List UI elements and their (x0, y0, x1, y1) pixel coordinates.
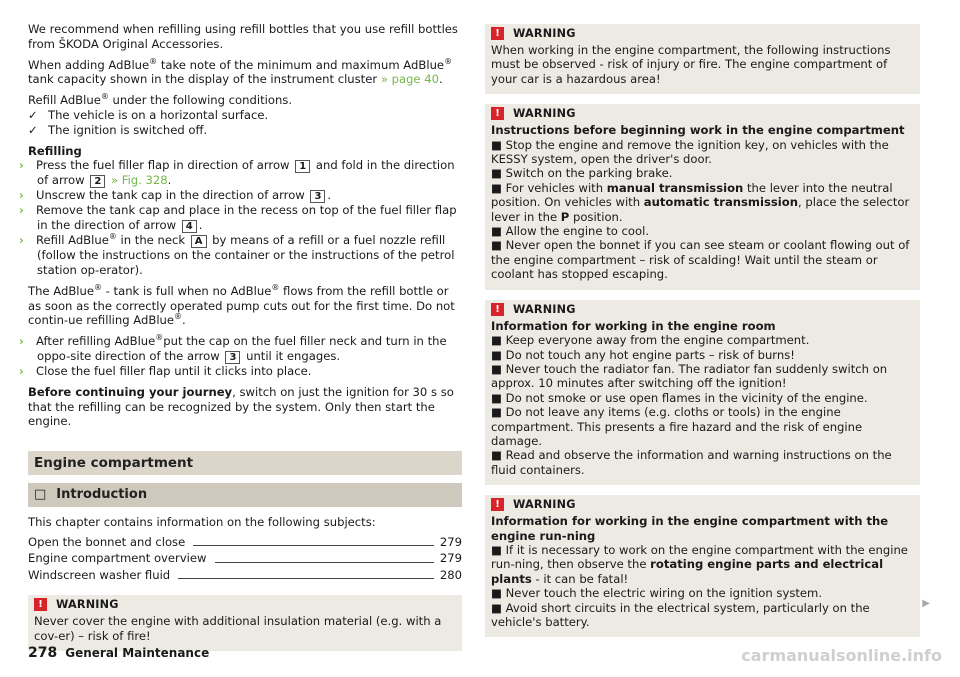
page-footer (28, 642, 209, 661)
warning-icon: ! (491, 107, 504, 120)
warning-icon: ! (491, 498, 504, 511)
check-icon: ✓ (28, 122, 38, 137)
step-item: › Press the fuel filler flap in direction of arrow 1 and fold in the direction of arrow 2 » Fig. 328. (19, 158, 455, 188)
introduction-header: □ Introduction (28, 483, 462, 507)
warning-box: ! WARNING When working in the engine compartment, the following instructions must be observed - risk of injury or fire. The engine compartment of your car is a hazardous area! (485, 24, 920, 94)
full-paragraph: The AdBlue® - tank is full when no AdBlue® flows from the refill bottle or as soon as the correctly operated pump cuts out for the first time. Do not contin-ue refilling AdBlue®. (28, 282, 455, 328)
right-column (485, 14, 920, 637)
chapter-text: This chapter contains information on the following subjects: (28, 515, 376, 530)
step-item: › After refilling AdBlue®put the cap on the fuel filler neck and turn in the oppo-site direction of the arrow 3 until it engages. (19, 333, 447, 363)
intro-paragraph-2: When adding AdBlue® take note of the minimum and maximum AdBlue® tank capacity shown in the display of the instrument cluster » page 40. (28, 56, 453, 87)
warning-box: ! WARNING Information for working in the engine compartment with the engine run-ning ■ If it is necessary to work on the engine compartment with the engine run-ning, then observe the rotating engine parts and electrical plants - it can be fatal! ■ Never touch the electric wiring on the ignition system. ■ Avoid short circuits in the electrical system, particularly on the vehicle's battery. (485, 495, 920, 637)
toc-item[interactable]: Engine compartment overview 279 (28, 551, 462, 566)
warning-box: ! WARNING Instructions before beginning work in the engine compartment ■ Stop the engine and remove the ignition key, on vehicles with the KESSY system, open the driver's door. ■ Switch on the parking brake. ■ For vehicles with manual transmission the lever into the neutral position. On vehicles with automatic transmission, place the selector lever in the P position. ■ Allow the engine to cool. ■ Never open the bonnet if you can see steam or coolant flowing out of the engine compartment – risk of scalding! Wait until the steam or coolant has stopped escaping. (485, 104, 920, 289)
warning-box: ! WARNING Information for working in the engine room ■ Keep everyone away from the engine compartment. ■ Do not touch any hot engine parts – risk of burns! ■ Never touch the radiator fan. The radiator fan suddenly switch on approx. 10 minutes after switching off the ignition! ■ Do not smoke or use open flames in the vicinity of the engine. ■ Do not leave any items (e.g. cloths or tools) in the engine compartment. This presents a fire hazard and the risk of engine damage. ■ Read and observe the information and warning instructions on the fluid containers. (485, 300, 920, 485)
check-item: ✓ The vehicle is on a horizontal surface. (28, 107, 269, 122)
toc-list (28, 534, 462, 584)
section-header: Engine compartment (28, 451, 462, 475)
continue-arrow-icon: ▶ (922, 598, 930, 609)
callout-box: 2 (90, 175, 105, 188)
check-icon: ✓ (28, 107, 38, 122)
figure-link[interactable]: » Fig. 328 (107, 173, 168, 188)
warning-icon: ! (491, 27, 504, 40)
step-item: › Refill AdBlue® in the neck A by means of a refill or a fuel nozzle refill (follow the instructions on the container or the instructions of the petrol station op-erator). (19, 232, 455, 277)
left-column (19, 22, 462, 651)
callout-box: 3 (310, 190, 325, 203)
page-link[interactable]: » page 40 (380, 72, 439, 87)
step-item: › Unscrew the tank cap in the direction of arrow 3 . (19, 188, 332, 203)
warning-icon: ! (34, 598, 47, 611)
callout-box: 1 (295, 160, 310, 173)
intro-paragraph-3: Refill AdBlue® under the following conditions. (28, 92, 293, 108)
toc-item[interactable]: Windscreen washer fluid 280 (28, 567, 462, 582)
warning-icon: ! (491, 303, 504, 316)
callout-box: A (191, 235, 207, 248)
toc-item[interactable]: Open the bonnet and close 279 (28, 534, 462, 549)
callout-box: 4 (182, 220, 197, 233)
step-item: › Remove the tank cap and place in the recess on top of the fuel filler flap in the direction of arrow 4 . (19, 203, 457, 233)
watermark: carmanualsonline.info (741, 646, 942, 665)
refilling-heading: Refilling (28, 143, 82, 158)
book-icon: □ (34, 487, 47, 503)
warning-box: ! WARNING Never cover the engine with additional insulation material (e.g. with a cov-er) – risk of fire! (28, 595, 462, 651)
check-item: ✓ The ignition is switched off. (28, 122, 208, 137)
page-number: 278 (28, 645, 58, 661)
step-item: › Close the fuel filler flap until it clicks into place. (19, 363, 312, 378)
callout-box: 3 (225, 351, 240, 364)
before-journey-paragraph: Before continuing your journey, switch on just the ignition for 30 s so that the refilling can be recognized by the system. Only then start the engine. (28, 384, 454, 429)
intro-paragraph-1: We recommend when refilling using refill bottles that you use refill bottles from ŠKODA Original Accessories. (28, 22, 458, 51)
footer-label: General Maintenance (65, 646, 210, 660)
